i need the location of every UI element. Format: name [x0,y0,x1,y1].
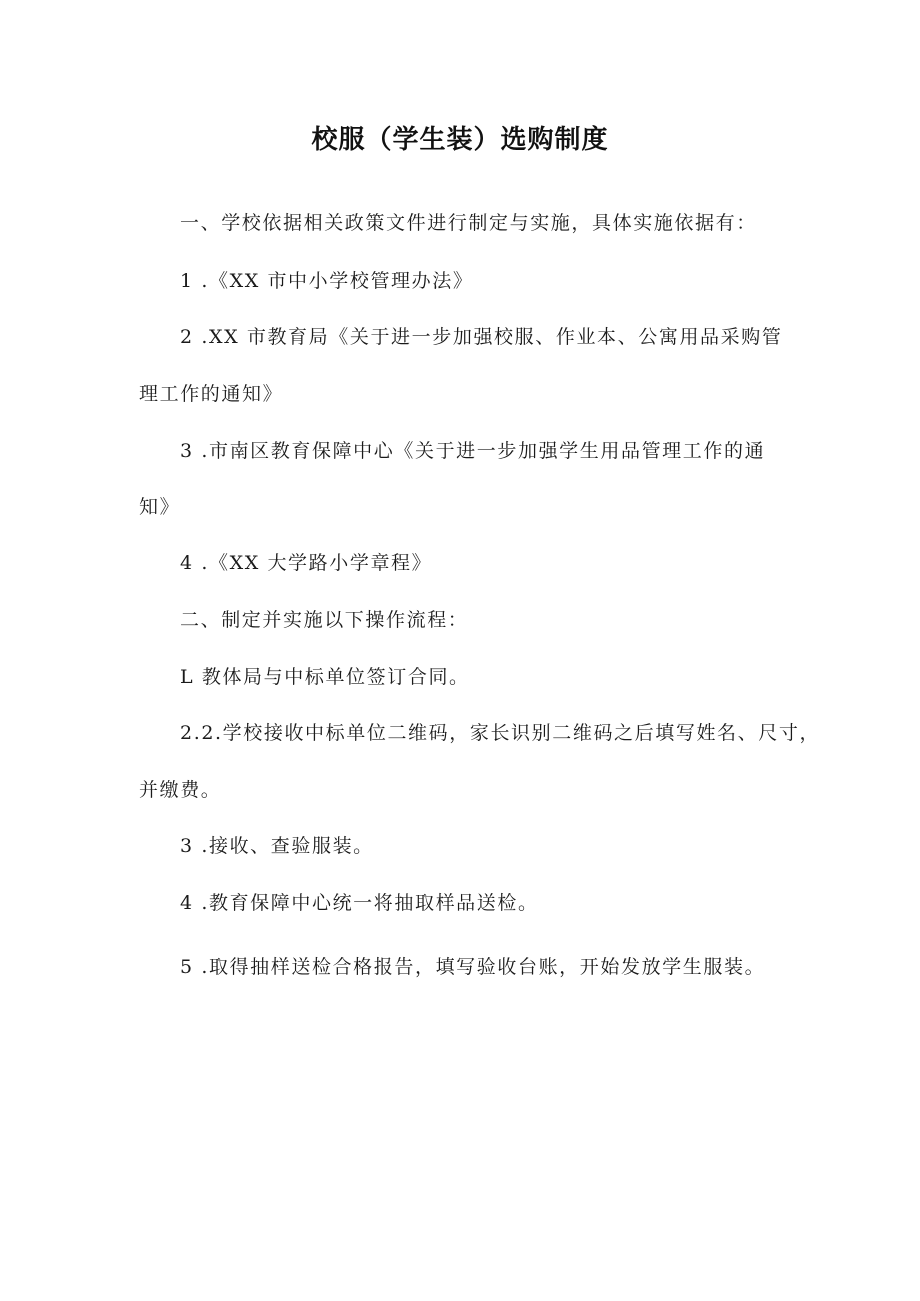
procedure-step-2-continued: 并缴费。 [139,779,222,801]
basis-item-2: 2 .XX 市教育局《关于进一步加强校服、作业本、公寓用品采购管 [180,326,783,348]
procedure-step-3: 3 .接收、查验服装。 [180,835,374,857]
basis-item-1: 1 .《XX 市中小学校管理办法》 [180,270,474,292]
basis-item-3: 3 .市南区教育保障中心《关于进一步加强学生用品管理工作的通 [180,440,766,462]
section-heading-policy-basis: 一、学校依据相关政策文件进行制定与实施，具体实施依据有： [180,212,757,234]
procedure-step-2: 2.2.学校接收中标单位二维码，家长识别二维码之后填写姓名、尺寸， [180,722,821,744]
procedure-step-1: L 教体局与中标单位签订合同。 [180,666,470,688]
procedure-step-4: 4 .教育保障中心统一将抽取样品送检。 [180,892,539,914]
basis-item-4: 4 .《XX 大学路小学章程》 [180,552,433,574]
document-title: 校服（学生装）选购制度 [311,125,609,155]
basis-item-3-continued: 知》 [139,496,181,518]
section-heading-procedure: 二、制定并实施以下操作流程： [180,609,469,631]
basis-item-2-continued: 理工作的通知》 [139,383,284,405]
procedure-step-5: 5 .取得抽样送检合格报告，填写验收台账，开始发放学生服装。 [180,956,766,978]
